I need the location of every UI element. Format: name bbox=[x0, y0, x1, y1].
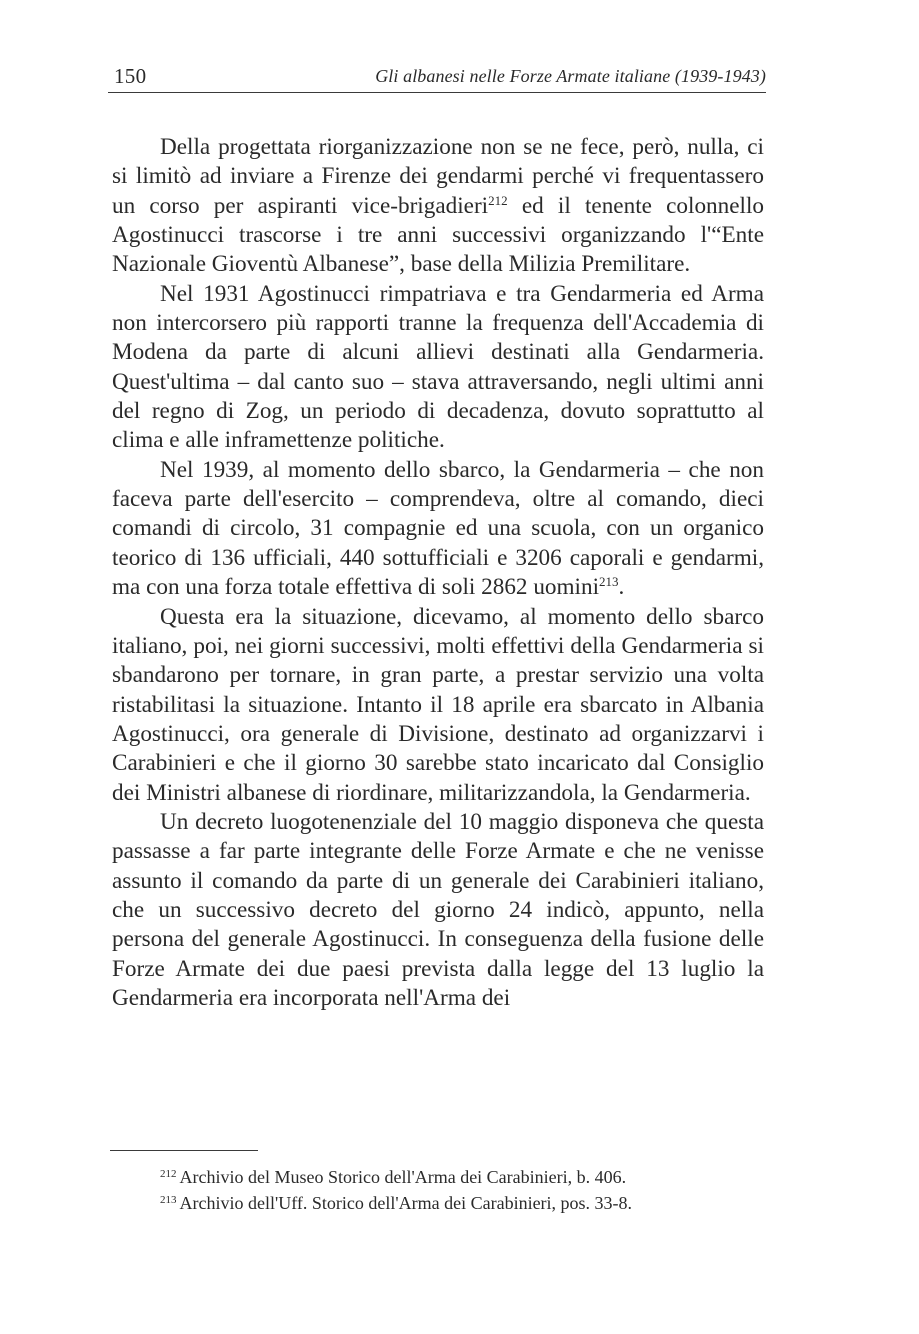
paragraph-3 bbox=[112, 456, 764, 603]
running-header bbox=[108, 62, 766, 93]
footnote-separator bbox=[110, 1150, 258, 1151]
paragraph-text: ed il tenente colonnello Agostinucci trascorse i tre anni successivi organizzando l'“Ente Nazionale Gioventù Albanese”, base della Milizia Premilitare. bbox=[112, 192, 764, 278]
footnotes bbox=[160, 1164, 760, 1216]
paragraph-text: . bbox=[618, 574, 625, 601]
running-title: Gli albanesi nelle Forze Armate italiane (1939-1943) bbox=[375, 66, 766, 86]
main-text bbox=[112, 133, 764, 1013]
paragraph-1 bbox=[112, 133, 764, 280]
paragraph-text: Della progettata riorganizzazione non se ne fece, però, nulla, ci si limitò ad inviare a Firenze dei gendarmi perché vi frequentassero un corso per aspiranti vice-brigadieri bbox=[112, 134, 764, 219]
footnote-reference-212: 212 bbox=[488, 192, 508, 208]
paragraph-5: Un decreto luogotenenziale del 10 maggio disponeva che questa passasse a far parte integrante delle Forze Armate e che ne venisse assunto il comando da parte di un generale dei Carabinieri italiano, che un successivo decreto del giorno 24 indicò, appunto, nella persona del generale Agostinucci. In conseguenza della fusione delle Forze Armate dei due paesi prevista dalla legge del 13 luglio la Gendarmeria era incorporata nell'Arma dei bbox=[112, 808, 764, 1011]
footnote-text: Archivio dell'Uff. Storico dell'Arma dei Carabinieri, pos. 33-8. bbox=[179, 1193, 633, 1213]
footnote-212 bbox=[160, 1164, 760, 1190]
footnote-reference-213: 213 bbox=[599, 574, 619, 590]
footnote-number: 212 bbox=[160, 1168, 177, 1180]
paragraph-text: Nel 1939, al momento dello sbarco, la Gendarmeria – che non faceva parte dell'esercito – comprendeva, oltre al comando, dieci comandi di circolo, 31 compagnie ed una scuola, con un organico teorico di 136 ufficiali, 440 sottufficiali e 3206 caporali e gendarmi, ma con una forza totale effettiva di soli 2862 uomini bbox=[112, 456, 764, 601]
footnote-text: Archivio del Museo Storico dell'Arma dei Carabinieri, b. 406. bbox=[179, 1167, 627, 1187]
footnote-213 bbox=[160, 1190, 760, 1216]
footnote-number: 213 bbox=[160, 1194, 177, 1206]
paragraph-4: Questa era la situazione, dicevamo, al momento dello sbarco italiano, poi, nei giorni successivi, molti effettivi della Gendarmeria si sbandarono per tornare, in gran parte, a prestar servizio una volta ristabilitasi la situazione. Intanto il 18 aprile era sbarcato in Albania Agostinucci, ora generale di Divisione, destinato ad organizzarvi i Carabinieri e che il giorno 30 sarebbe stato incaricato dal Consiglio dei Ministri albanese di riordinare, militarizzandola, la Gendarmeria. bbox=[112, 603, 764, 806]
page-number: 150 bbox=[114, 64, 147, 88]
paragraph-2: Nel 1931 Agostinucci rimpatriava e tra Gendarmeria ed Arma non intercorsero più rapporti tranne la frequenza dell'Accademia di Modena da parte di alcuni allievi destinati alla Gendarmeria. Quest'ultima – dal canto suo – stava attraversando, negli ultimi anni del regno di Zog, un periodo di decadenza, dovuto soprattutto al clima e alle inframettenze politiche. bbox=[112, 280, 764, 454]
